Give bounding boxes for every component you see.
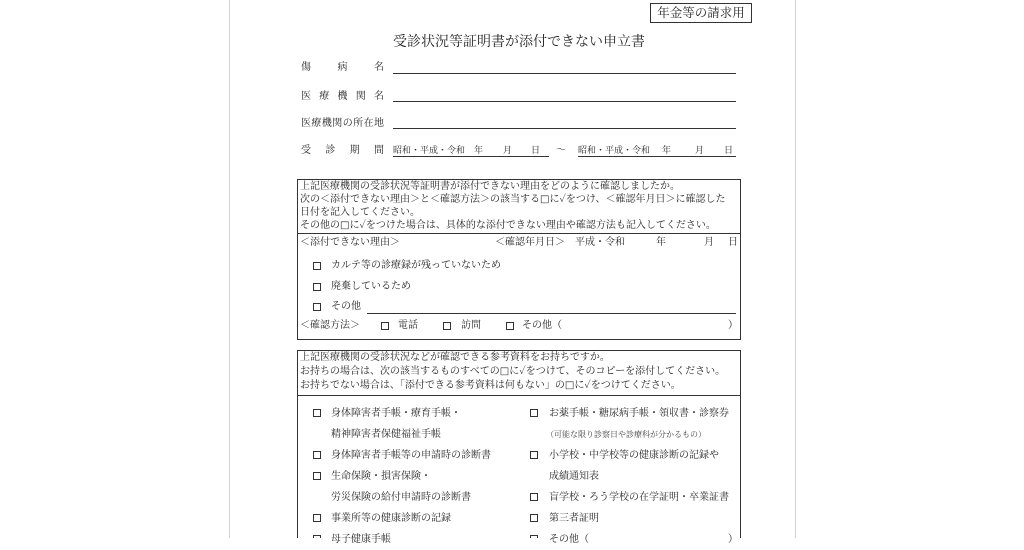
checkbox-icon <box>443 322 451 330</box>
reason-item <box>298 256 740 276</box>
method-other-close: ） <box>728 320 738 331</box>
checkbox-icon <box>506 322 514 330</box>
unavailable-reason-section <box>297 179 741 340</box>
checkbox-icon <box>381 322 389 330</box>
reference-item: 事業所等の健康診断の記録 <box>331 513 451 524</box>
period-to-month: 月 <box>695 146 705 156</box>
reference-row <box>298 529 740 545</box>
reference-row <box>298 466 740 487</box>
reference-item: 母子健康手帳 <box>331 534 391 545</box>
checkbox-icon <box>313 303 321 311</box>
section2-instruction: 上記医療機関の受診状況などが確認できる参考資料をお持ちですか。 <box>300 352 610 363</box>
institution-name-label: 医療機関名 <box>301 91 384 102</box>
confirm-date-day: 日 <box>728 237 738 248</box>
period-to-line <box>578 156 736 157</box>
reason-item <box>298 277 740 297</box>
checkbox-icon <box>530 409 538 417</box>
checkbox-icon <box>313 409 321 417</box>
section2-instruction: お持ちの場合は、次の該当するものすべての□に✓をつけて、そのコピーを添付してください。 <box>300 366 726 377</box>
reason-heading-row <box>298 234 740 252</box>
period-to-day: 日 <box>724 146 734 156</box>
checkbox-icon <box>313 262 321 270</box>
checkbox-icon <box>530 451 538 459</box>
checkbox-icon <box>313 451 321 459</box>
reference-row <box>298 424 740 445</box>
reference-item: 精神障害者保健福祉手帳 <box>331 429 441 440</box>
reference-item: お薬手帳・糖尿病手帳・領収書・診察券 <box>549 408 729 419</box>
checkbox-icon <box>530 535 538 538</box>
confirm-method-row <box>298 316 740 336</box>
reference-item: 身体障害者手帳・療育手帳・ <box>331 408 461 419</box>
reason-heading: ＜添付できない理由＞ <box>300 237 400 248</box>
reference-other-close: ） <box>728 534 738 545</box>
reason-label: その他 <box>331 301 361 312</box>
section1-instruction: 日付を記入してください。 <box>300 207 420 218</box>
reference-row <box>298 445 740 466</box>
reference-row <box>298 403 740 424</box>
confirm-date-month: 月 <box>704 237 714 248</box>
period-to-era: 昭和・平成・令和 <box>578 146 651 156</box>
reference-material-section <box>297 350 741 545</box>
reference-item: 身体障害者手帳等の申請時の診断書 <box>331 450 491 461</box>
confirm-date-era: 平成・令和 <box>575 237 625 248</box>
checkbox-icon <box>530 514 538 522</box>
period-from-day: 日 <box>531 146 541 156</box>
checkbox-icon <box>313 514 321 522</box>
reference-note: （可能な限り診察日や診療科が分かるもの） <box>546 430 706 439</box>
institution-address-label: 医療機関の所在地 <box>301 118 384 129</box>
visit-period-label: 受診期間 <box>301 145 384 156</box>
form-title: 受診状況等証明書が添付できない申立書 <box>393 34 645 50</box>
period-from-year: 年 <box>474 146 484 156</box>
disease-name-label: 傷病名 <box>301 62 384 73</box>
method-option-other: その他（ <box>522 320 562 331</box>
period-separator: ～ <box>556 145 566 156</box>
period-from-line <box>393 156 549 157</box>
reason-label: 廃棄しているため <box>331 281 411 292</box>
section1-instruction: 次の＜添付できない理由＞と＜確認方法＞の該当する□に✓をつけ、＜確認年月日＞に確認した <box>300 194 726 205</box>
disease-name-line <box>393 73 736 74</box>
claim-type-stamp: 年金等の請求用 <box>650 3 752 23</box>
section2-divider <box>298 395 740 396</box>
institution-address-line <box>393 128 736 129</box>
reference-item: 生命保険・損害保険・ <box>331 471 431 482</box>
reference-row <box>298 487 740 508</box>
checkbox-icon <box>313 535 321 538</box>
reference-item: その他（ <box>549 534 589 545</box>
method-option-phone: 電話 <box>398 320 418 331</box>
confirm-date-label: ＜確認年月日＞ <box>495 237 565 248</box>
page-left-edge <box>229 0 230 538</box>
checkbox-icon <box>530 493 538 501</box>
section1-instruction: 上記医療機関の受診状況等証明書が添付できない理由をどのように確認しましたか。 <box>300 181 680 192</box>
reference-item: 労災保険の給付申請時の診断書 <box>331 492 471 503</box>
method-option-visit: 訪問 <box>461 320 481 331</box>
checkbox-icon <box>313 472 321 480</box>
reason-item <box>298 297 740 317</box>
checkbox-icon <box>313 283 321 291</box>
other-reason-line <box>367 313 736 314</box>
period-to-year: 年 <box>662 146 672 156</box>
reason-label: カルテ等の診療録が残っていないため <box>331 260 501 271</box>
section2-instruction: お持ちでない場合は、「添付できる参考資料は何もない」の□に✓をつけてください。 <box>300 380 681 391</box>
reference-row <box>298 508 740 529</box>
confirm-method-label: ＜確認方法＞ <box>300 320 360 331</box>
reference-item: 成績通知表 <box>549 471 599 482</box>
institution-name-line <box>393 101 736 102</box>
reference-item: 盲学校・ろう学校の在学証明・卒業証書 <box>549 492 729 503</box>
period-from-month: 月 <box>503 146 513 156</box>
period-from-era: 昭和・平成・令和 <box>393 146 466 156</box>
confirm-date-year: 年 <box>656 237 666 248</box>
page-right-edge <box>795 0 796 538</box>
reference-item: 小学校・中学校等の健康診断の記録や <box>549 450 719 461</box>
section1-instruction: その他の□に✓をつけた場合は、具体的な添付できない理由や確認方法も記入してください。 <box>300 220 716 231</box>
reference-item: 第三者証明 <box>549 513 599 524</box>
